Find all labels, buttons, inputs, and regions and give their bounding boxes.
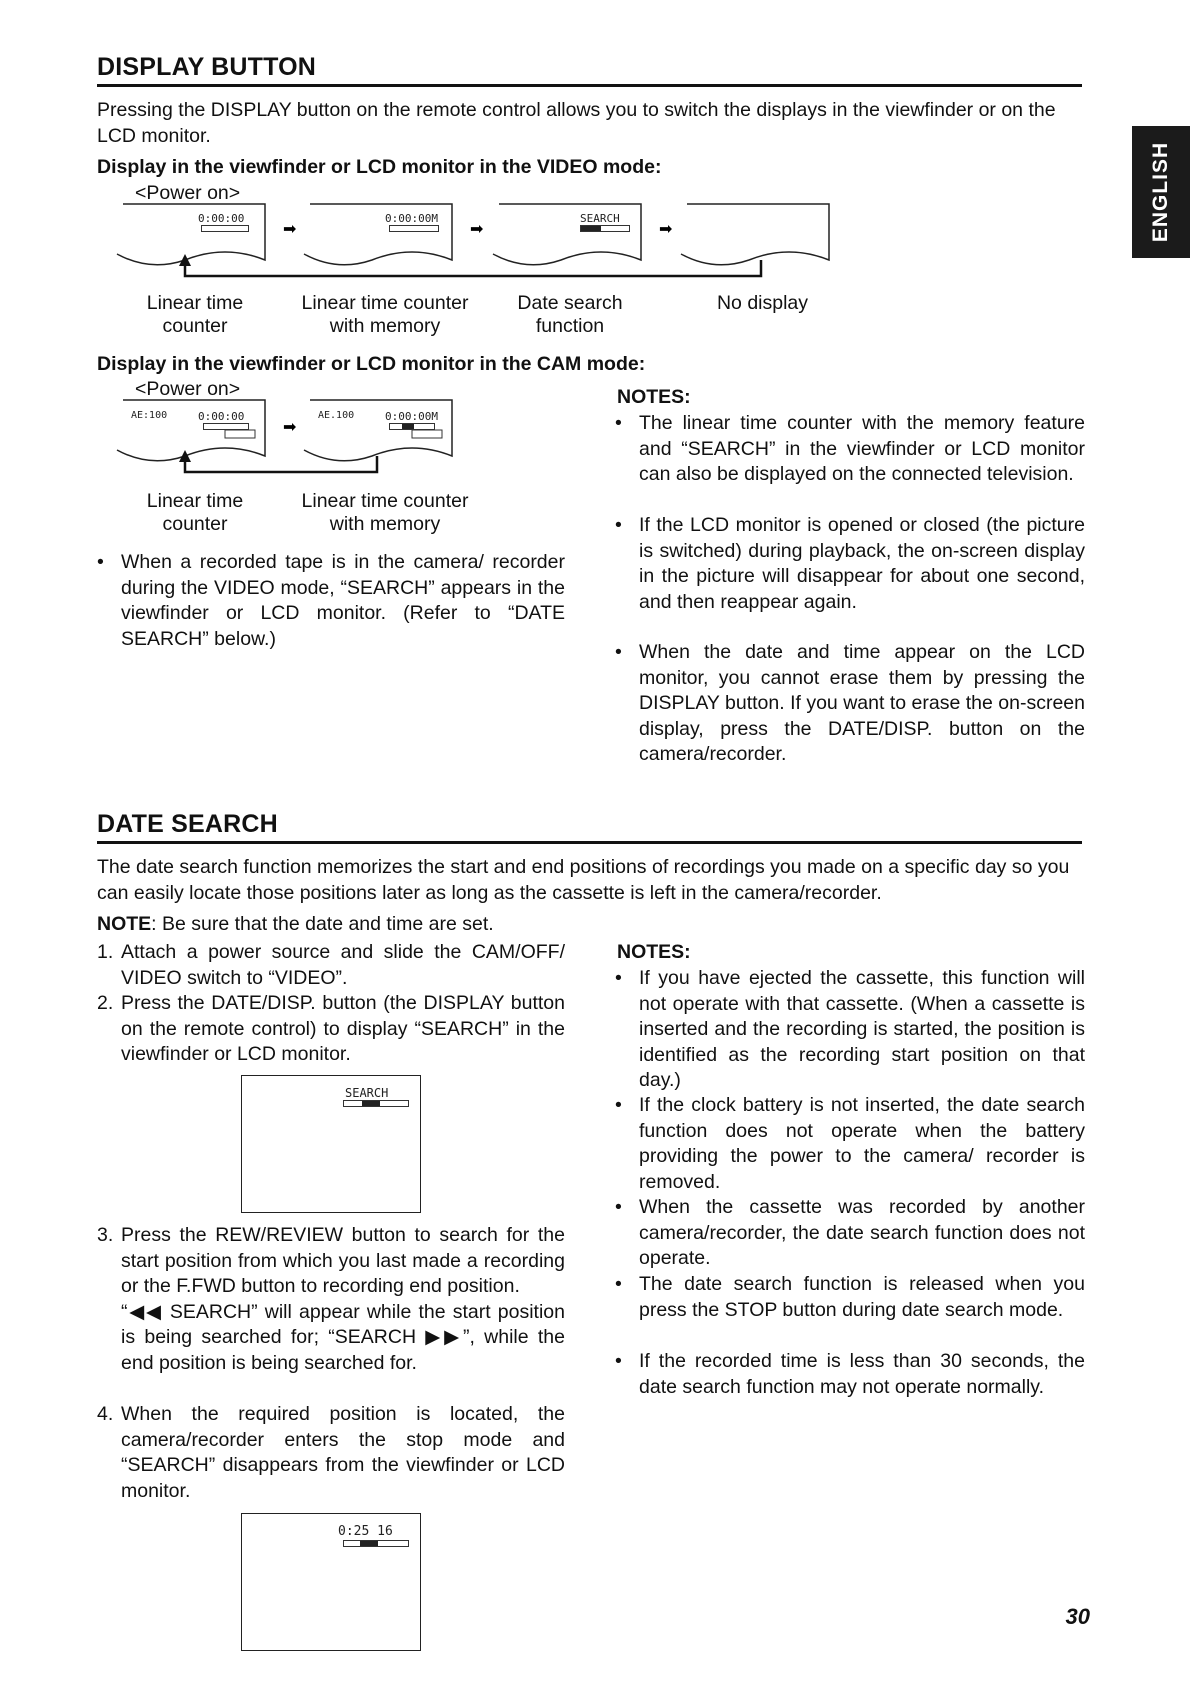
ds-note-1: • If you have ejected the cassette, this function will not operate with that cassette. (When a cassette is inserted and the recording is started, the position is identified as the recording start position on that day.) bbox=[615, 966, 1085, 1094]
stop-screen bbox=[241, 1513, 421, 1651]
language-tab bbox=[1132, 126, 1190, 258]
cam-label-2 bbox=[285, 490, 485, 536]
step-2-text: Press the DATE/DISP. button (the DISPLAY button on the remote control) to display “SEARCH” in the viewfinder or LCD monitor. bbox=[121, 992, 565, 1065]
cam-label-2-line2: with memory bbox=[329, 513, 441, 535]
cam-label-1-line2: counter bbox=[162, 513, 228, 535]
video-label-3-line2: function bbox=[535, 315, 605, 337]
cam-return-loop-line bbox=[185, 456, 377, 472]
cam-mode-title: Display in the viewfinder or LCD monitor in the CAM mode: bbox=[97, 353, 646, 375]
cam-next-arrow: ➡ bbox=[283, 419, 297, 436]
video-mode-bullet-text: When a recorded tape is in the camera/ recorder during the VIDEO mode, “SEARCH” appears in the viewfinder or LCD monitor. (Refer to “DATE SEARCH” below.) bbox=[121, 551, 565, 650]
video-label-2-line2: with memory bbox=[329, 315, 441, 337]
ds-note-2-text: If the clock battery is not inserted, the date search function does not operate when the battery providing the power to the camera/ recorder is removed. bbox=[639, 1094, 1085, 1193]
ds-note-1-text: If you have ejected the cassette, this function will not operate with that cassette. (When a cassette is inserted and the recording is started, the position is identified as the recording start position on that day.) bbox=[639, 967, 1085, 1091]
step-1-number: 1. bbox=[97, 941, 114, 963]
notes-title-1: NOTES: bbox=[617, 386, 691, 408]
next-arrow-2: ➡ bbox=[470, 221, 484, 238]
cam-label-1-line1: Linear time bbox=[146, 490, 244, 512]
video-label-3 bbox=[505, 292, 635, 338]
note-text: : Be sure that the date and time are set. bbox=[151, 913, 494, 935]
ds-note-4-text: The date search function is released when you press the STOP button during date search mode. bbox=[639, 1273, 1085, 1321]
video-screen-3-text: SEARCH bbox=[580, 212, 620, 225]
tape-bar-1 bbox=[201, 225, 249, 232]
page-number: 30 bbox=[1065, 1604, 1090, 1629]
cam-screen-1-counter: 0:00:00 bbox=[198, 410, 245, 423]
cam-label-1 bbox=[130, 490, 260, 536]
ds-note-5: • If the recorded time is less than 30 seconds, the date search function may not operate normally. bbox=[615, 1349, 1085, 1400]
note-2-text: If the LCD monitor is opened or closed (the picture is switched) during playback, the on-screen display in the picture will disappear for about one second, and then reappear again. bbox=[639, 514, 1085, 613]
stop-screen-tape-bar bbox=[343, 1540, 409, 1547]
cam-return-arrowhead bbox=[179, 450, 191, 462]
step-2 bbox=[97, 991, 565, 1068]
cam-tape-bar-2 bbox=[389, 423, 435, 430]
search-screen-text: SEARCH bbox=[345, 1086, 389, 1100]
step-1 bbox=[97, 940, 565, 991]
video-label-1 bbox=[130, 292, 260, 338]
cam-label-2-line1: Linear time counter bbox=[301, 490, 469, 512]
step-4 bbox=[97, 1402, 565, 1504]
video-screen-2-text: 0:00:00M bbox=[385, 212, 438, 225]
video-mode-title: Display in the viewfinder or LCD monitor in the VIDEO mode: bbox=[97, 156, 662, 178]
power-on-label: <Power on> bbox=[135, 182, 241, 204]
video-label-4-line1: No display bbox=[716, 292, 809, 314]
video-label-1-line1: Linear time bbox=[146, 292, 244, 314]
video-label-2-line1: Linear time counter bbox=[301, 292, 469, 314]
date-search-note bbox=[97, 912, 494, 938]
ds-note-4: • The date search function is released when you press the STOP button during date search mode. bbox=[615, 1272, 1085, 1323]
ds-note-5-text: If the recorded time is less than 30 seconds, the date search function may not operate normally. bbox=[639, 1350, 1085, 1398]
step-4-number: 4. bbox=[97, 1403, 114, 1425]
note-2: • If the LCD monitor is opened or closed (the picture is switched) during playback, the on-screen display in the picture will disappear for about one second, and then reappear again. bbox=[615, 513, 1085, 615]
language-tab-label: ENGLISH bbox=[1149, 141, 1172, 243]
step-3-extra: “◀◀ SEARCH” will appear while the start position is being searched for; “SEARCH ▶▶”, while the end position is being searched for. bbox=[121, 1300, 565, 1374]
search-screen bbox=[241, 1075, 421, 1213]
display-button-heading: DISPLAY BUTTON bbox=[97, 53, 317, 81]
cam-screen-2-counter: 0:00:00M bbox=[385, 410, 438, 423]
cam-power-on-label: <Power on> bbox=[135, 378, 241, 400]
step-3 bbox=[97, 1223, 565, 1376]
video-label-2 bbox=[285, 292, 485, 338]
ds-note-3-text: When the cassette was recorded by another camera/recorder, the date search function does not operate. bbox=[639, 1196, 1085, 1269]
next-arrow-1: ➡ bbox=[283, 221, 297, 238]
date-search-rule bbox=[97, 841, 1082, 844]
step-3-number: 3. bbox=[97, 1224, 114, 1246]
step-2-number: 2. bbox=[97, 992, 114, 1014]
date-search-heading: DATE SEARCH bbox=[97, 810, 278, 838]
display-intro: Pressing the DISPLAY button on the remote control allows you to switch the displays in the viewfinder or on the LCD monitor. bbox=[97, 99, 1056, 147]
video-label-1-line2: counter bbox=[162, 315, 228, 337]
ds-note-2: • If the clock battery is not inserted, the date search function does not operate when the battery providing the power to the camera/ recorder is removed. bbox=[615, 1093, 1085, 1195]
tape-bar-2 bbox=[389, 225, 439, 232]
video-screen-1-text: 0:00:00 bbox=[198, 212, 245, 225]
ds-note-3: • When the cassette was recorded by another camera/recorder, the date search function does not operate. bbox=[615, 1195, 1085, 1272]
return-loop-line bbox=[185, 260, 761, 276]
step-3-text: Press the REW/REVIEW button to search for the start position from which you last made a recording or the F.FWD button to recording end position. bbox=[121, 1224, 565, 1297]
notes-title-2: NOTES: bbox=[617, 941, 691, 963]
note-1-text: The linear time counter with the memory feature and “SEARCH” in the viewfinder or LCD monitor can also be displayed on the connected television. bbox=[639, 412, 1085, 485]
cam-screen-1-ae: AE:100 bbox=[131, 410, 168, 421]
video-label-3-line1: Date search bbox=[517, 292, 623, 314]
step-1-text: Attach a power source and slide the CAM/OFF/ VIDEO switch to “VIDEO”. bbox=[121, 941, 565, 989]
cam-small-box-1 bbox=[225, 430, 255, 438]
search-screen-tape-bar bbox=[343, 1100, 409, 1107]
heading-rule bbox=[97, 84, 1082, 87]
note-1: • The linear time counter with the memory feature and “SEARCH” in the viewfinder or LCD monitor can also be displayed on the connected television. bbox=[615, 411, 1085, 488]
cam-screen-2-ae: AE.100 bbox=[318, 410, 355, 421]
video-mode-bullet: • When a recorded tape is in the camera/ recorder during the VIDEO mode, “SEARCH” appears in the viewfinder or LCD monitor. (Refer to “DATE SEARCH” below.) bbox=[97, 550, 565, 652]
cam-tape-bar-1 bbox=[203, 423, 249, 430]
screen-outline-4 bbox=[681, 204, 829, 265]
tape-bar-3 bbox=[580, 225, 630, 232]
cam-small-box-2 bbox=[412, 430, 442, 438]
video-label-4 bbox=[700, 292, 825, 315]
next-arrow-3: ➡ bbox=[659, 221, 673, 238]
return-arrowhead bbox=[179, 254, 191, 266]
date-search-intro: The date search function memorizes the start and end positions of recordings you made on a specific day so you can easily locate those positions later as long as the cassette is left in the camera/recorder. bbox=[97, 856, 1070, 904]
note-3: • When the date and time appear on the LCD monitor, you cannot erase them by pressing the DISPLAY button. If you want to erase the on-screen display, press the DATE/DISP. button on the camera/recorder. bbox=[615, 640, 1085, 768]
note-label: NOTE bbox=[97, 913, 152, 935]
step-4-text: When the required position is located, the camera/recorder enters the stop mode and “SEARCH” disappears from the viewfinder or LCD monitor. bbox=[121, 1403, 565, 1502]
stop-screen-counter: 0:25 16 bbox=[338, 1524, 393, 1539]
note-3-text: When the date and time appear on the LCD monitor, you cannot erase them by pressing the DISPLAY button. If you want to erase the on-screen display, press the DATE/DISP. button on the camera/recorder. bbox=[639, 641, 1085, 765]
